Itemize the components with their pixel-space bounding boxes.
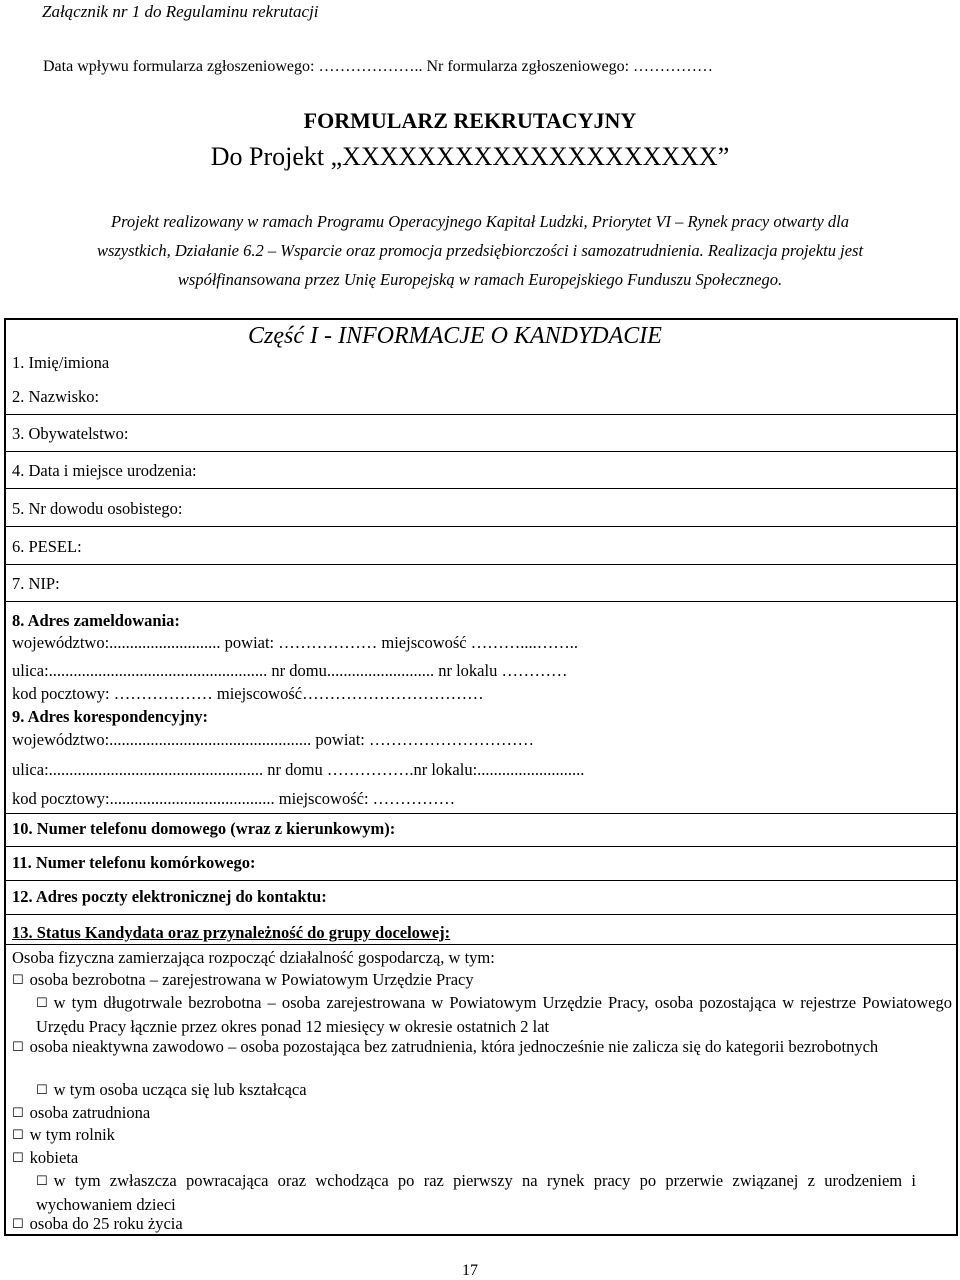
- checkbox-empty-icon[interactable]: ☐: [12, 973, 24, 988]
- checkbox-empty-icon[interactable]: ☐: [12, 1106, 24, 1121]
- part1-heading: Część I - INFORMACJE O KANDYDACIE: [248, 323, 662, 349]
- option-unemployed[interactable]: [12, 970, 474, 990]
- correspondence-address-line1[interactable]: województwo:................................................. powiat: …………………………: [12, 730, 535, 749]
- option-label: osoba do 25 roku życia: [29, 1214, 183, 1233]
- registered-address-line2[interactable]: ulica:..................................................... nr domu.......................... nr lokalu …………: [12, 661, 568, 680]
- registered-address-line1[interactable]: województwo:........................... powiat: ……………… miejscowość ………....……..: [12, 633, 578, 652]
- option-label: w tym osoba ucząca się lub kształcąca: [53, 1080, 307, 1099]
- receipt-line: Data wpływu formularza zgłoszeniowego: ……………….. Nr formularza zgłoszeniowego: ……………: [43, 58, 714, 75]
- registered-address-label: 8. Adres zameldowania:: [12, 611, 180, 630]
- checkbox-empty-icon[interactable]: ☐: [12, 1040, 24, 1055]
- correspondence-address-line3[interactable]: kod pocztowy:........................................ miejscowość: ……………: [12, 789, 456, 808]
- field-birth-date-place[interactable]: 4. Data i miejsce urodzenia:: [12, 461, 197, 480]
- option-label: osoba bezrobotna – zarejestrowana w Powiatowym Urzędzie Pracy: [29, 970, 474, 989]
- checkbox-empty-icon[interactable]: ☐: [36, 996, 48, 1011]
- status-heading: 13. Status Kandydata oraz przynależność do grupy docelowej:: [12, 923, 451, 942]
- form-title: FORMULARZ REKRUTACYJNY: [303, 108, 637, 133]
- option-learning[interactable]: [36, 1080, 307, 1100]
- field-id-number[interactable]: 5. Nr dowodu osobistego:: [12, 499, 183, 518]
- field-nip[interactable]: 7. NIP:: [12, 574, 60, 593]
- option-long-term-unemployed[interactable]: [36, 992, 952, 1038]
- correspondence-address-line2[interactable]: ulica:.................................................... nr domu …………….nr lokalu:..........................: [12, 760, 585, 779]
- option-farmer[interactable]: [12, 1125, 115, 1145]
- option-label: w tym rolnik: [29, 1125, 115, 1144]
- checkbox-empty-icon[interactable]: ☐: [36, 1083, 48, 1098]
- checkbox-empty-icon[interactable]: ☐: [12, 1151, 24, 1166]
- field-mobile-phone[interactable]: 11. Numer telefonu komórkowego:: [12, 853, 256, 872]
- intro-line-2: wszystkich, Działanie 6.2 – Wsparcie oraz promocja przedsiębiorczości i samozatrudnienia. Realizacja projektu jest: [96, 241, 864, 260]
- field-home-phone[interactable]: 10. Numer telefonu domowego (wraz z kierunkowym):: [12, 819, 396, 838]
- correspondence-address-label: 9. Adres korespondencyjny:: [12, 707, 209, 726]
- checkbox-empty-icon[interactable]: ☐: [36, 1174, 48, 1189]
- status-intro: Osoba fizyczna zamierzająca rozpocząć działalność gospodarczą, w tym:: [12, 948, 495, 967]
- option-inactive[interactable]: [12, 1036, 952, 1060]
- checkbox-empty-icon[interactable]: ☐: [12, 1128, 24, 1143]
- project-title: Do Projekt „XXXXXXXXXXXXXXXXXXXX”: [210, 142, 730, 171]
- field-pesel[interactable]: 6. PESEL:: [12, 537, 82, 556]
- field-email[interactable]: 12. Adres poczty elektronicznej do kontaktu:: [12, 887, 327, 906]
- option-label: osoba zatrudniona: [29, 1103, 151, 1122]
- annex-label: Załącznik nr 1 do Regulaminu rekrutacji: [42, 2, 319, 21]
- intro-line-3: współfinansowana przez Unię Europejską w ramach Europejskiego Funduszu Społecznego.: [177, 270, 783, 289]
- option-woman[interactable]: [12, 1148, 78, 1168]
- option-returning[interactable]: [36, 1170, 916, 1216]
- registered-address-line3[interactable]: kod pocztowy: ……………… miejscowość……………………………: [12, 684, 484, 703]
- option-label: w tym długotrwale bezrobotna – osoba zarejestrowana w Powiatowym Urzędzie Pracy, osoba pozostająca w rejestrze Powiatowego Urzędu Pracy łącznie przez okres ponad 12 miesięcy w okresie ostatnich 2 lat: [36, 993, 952, 1036]
- option-label: w tym zwłaszcza powracająca oraz wchodząca po raz pierwszy na rynek pracy po przerwie związanej z urodzeniem i wychowaniem dzieci: [36, 1171, 916, 1214]
- field-first-name[interactable]: 1. Imię/imiona: [12, 353, 110, 372]
- page-number: 17: [462, 1262, 478, 1279]
- field-citizenship[interactable]: 3. Obywatelstwo:: [12, 424, 129, 443]
- intro-line-1: Projekt realizowany w ramach Programu Operacyjnego Kapitał Ludzki, Priorytet VI – Rynek pracy otwarty dla: [111, 212, 849, 231]
- option-label: osoba nieaktywna zawodowo – osoba pozostająca bez zatrudnienia, która jednocześnie nie zalicza się do kategorii bezrobotnych: [29, 1037, 879, 1056]
- option-label: kobieta: [29, 1148, 79, 1167]
- checkbox-empty-icon[interactable]: ☐: [12, 1217, 24, 1232]
- option-under-25[interactable]: [12, 1214, 183, 1234]
- option-employed[interactable]: [12, 1103, 150, 1123]
- field-last-name[interactable]: 2. Nazwisko:: [12, 387, 100, 406]
- candidate-form-table: [4, 318, 958, 1236]
